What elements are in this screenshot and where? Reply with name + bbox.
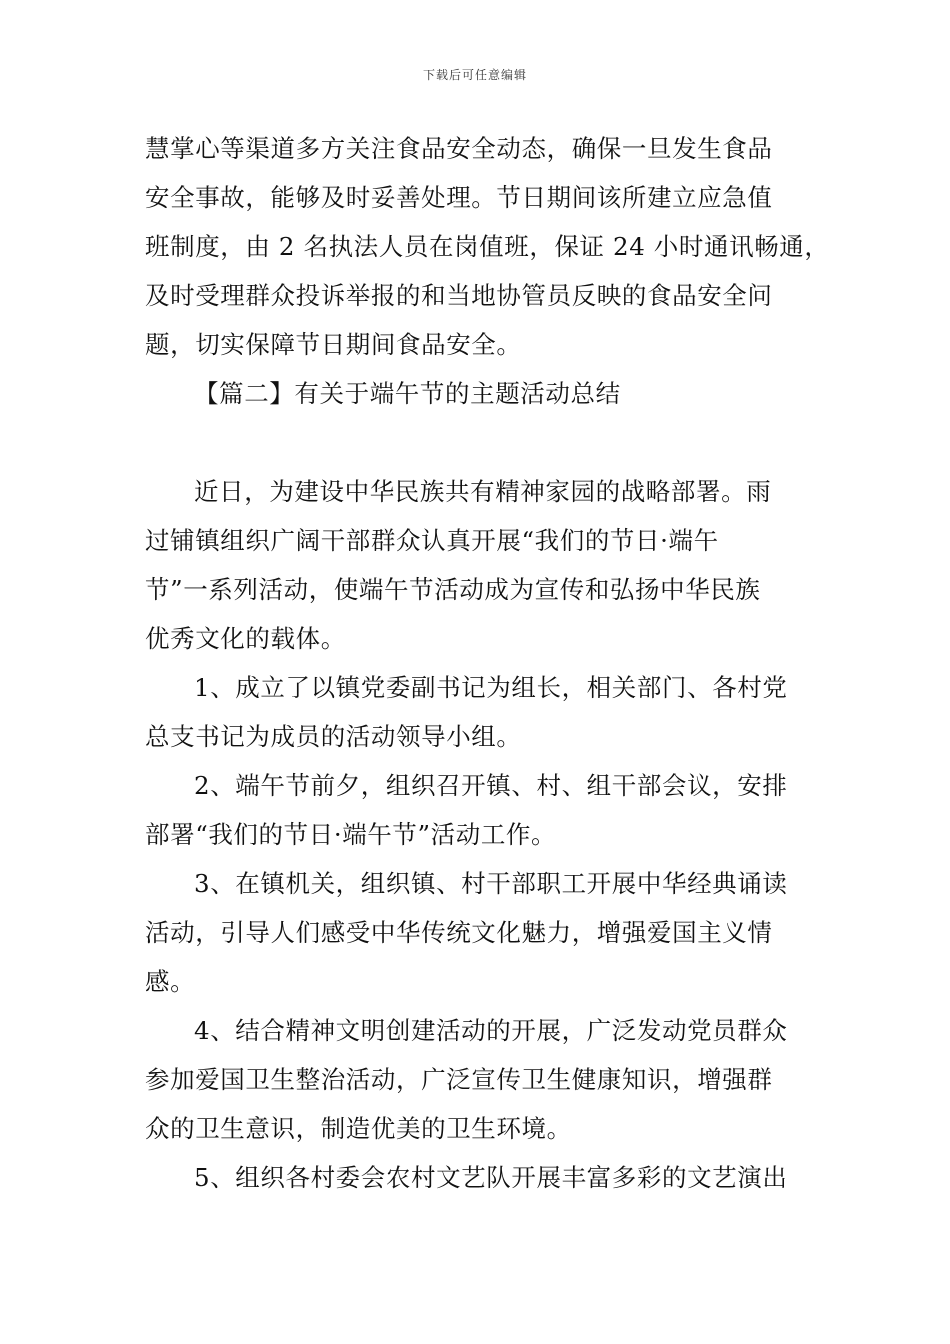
text-line: 参加爱国卫生整治活动，广泛宣传卫生健康知识，增强群 (145, 1065, 773, 1094)
list-item-3: 3、在镇机关，组织镇、村干部职工开展中华经典诵读 (194, 869, 788, 898)
list-item-5: 5、组织各村委会农村文艺队开展丰富多彩的文艺演出 (194, 1163, 788, 1192)
section-heading: 【篇二】有关于端午节的主题活动总结 (194, 379, 621, 408)
text-line: 过铺镇组织广阔干部群众认真开展“我们的节日·端午 (145, 526, 719, 555)
text-line: 总支书记为成员的活动领导小组。 (145, 722, 522, 751)
page-header-note: 下载后可任意编辑 (422, 68, 527, 82)
document-body (145, 124, 830, 1202)
text-line: 班制度，由 2 名执法人员在岗值班，保证 24 小时通讯畅通， (145, 232, 830, 261)
text-line: 及时受理群众投诉举报的和当地协管员反映的食品安全问 (145, 281, 773, 310)
text-line: 题，切实保障节日期间食品安全。 (145, 330, 522, 359)
text-line: 慧掌心等渠道多方关注食品安全动态，确保一旦发生食品 (145, 134, 773, 163)
text-line: 安全事故，能够及时妥善处理。节日期间该所建立应急值 (145, 183, 773, 212)
text-line: 众的卫生意识，制造优美的卫生环境。 (145, 1114, 572, 1143)
text-line: 节”一系列活动，使端午节活动成为宣传和弘扬中华民族 (145, 575, 761, 604)
text-line: 活动，引导人们感受中华传统文化魅力，增强爱国主义情 (145, 918, 773, 947)
list-item-1: 1、成立了以镇党委副书记为组长，相关部门、各村党 (194, 673, 788, 702)
paragraph-start: 近日，为建设中华民族共有精神家园的战略部署。雨 (194, 477, 772, 506)
text-line: 优秀文化的载体。 (145, 624, 346, 653)
text-line: 感。 (145, 967, 196, 996)
list-item-4: 4、结合精神文明创建活动的开展，广泛发动党员群众 (194, 1016, 788, 1045)
blank-gap (145, 418, 825, 467)
list-item-2: 2、端午节前夕，组织召开镇、村、组干部会议，安排 (194, 771, 788, 800)
text-line: 部署“我们的节日·端午节”活动工作。 (145, 820, 557, 849)
